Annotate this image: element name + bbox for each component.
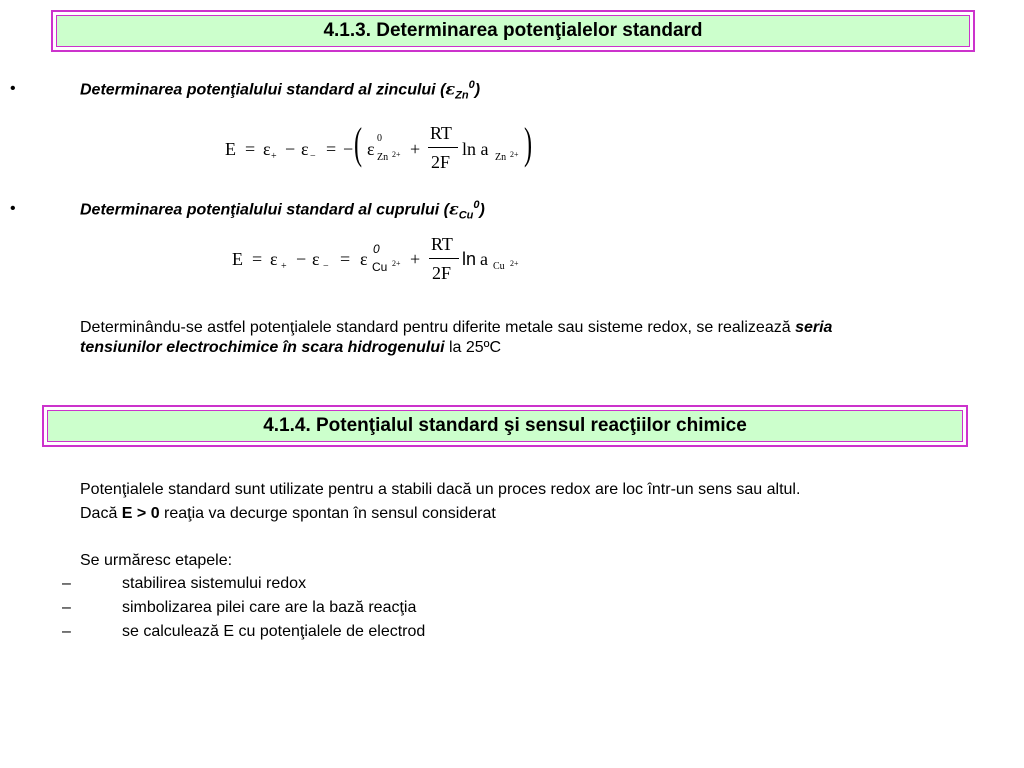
paragraph2-post: reaţia va decurge spontan în sensul considerat bbox=[159, 505, 496, 522]
eq1-equals-1: = bbox=[245, 139, 256, 159]
paragraph1-text: Determinându-se astfel potenţialele standard pentru diferite metale sau sisteme redox, se realizează bbox=[80, 319, 796, 336]
eq1-ln-a: ln a bbox=[462, 139, 489, 159]
eq2-epsilon-plus: ε bbox=[270, 249, 278, 269]
eq2-ion: Cu bbox=[372, 260, 388, 274]
epsilon-symbol: ε bbox=[445, 79, 456, 99]
copper-subheading-text: Determinarea potenţialului standard al cuprului ( bbox=[80, 201, 449, 219]
paragraph-usage-line-2 bbox=[80, 504, 496, 524]
steps-intro: Se urmăresc etapele: bbox=[80, 552, 233, 569]
eq1-fraction-line bbox=[428, 147, 458, 148]
eq2-ion-2: Cu bbox=[493, 261, 505, 272]
eq1-minus: − bbox=[285, 139, 296, 159]
eq2-plus: + bbox=[410, 249, 421, 269]
eq1-charge: 2+ bbox=[392, 150, 401, 159]
bullet: • bbox=[10, 80, 16, 97]
eq2-a: a bbox=[480, 249, 488, 269]
eq1-minus-sub: − bbox=[310, 151, 316, 162]
zinc-sub: Zn bbox=[455, 89, 469, 102]
eq2-charge-2: 2+ bbox=[510, 259, 519, 268]
paragraph1-emphasis-1: seria bbox=[795, 319, 833, 336]
eq2-plus-sub: + bbox=[281, 261, 287, 272]
paragraph1-end: la 25ºC bbox=[444, 339, 502, 356]
eq2-E: E bbox=[232, 249, 243, 269]
eq1-equals-2: = bbox=[326, 139, 337, 159]
eq2-minus: − bbox=[296, 249, 307, 269]
dash-marker: – bbox=[62, 575, 71, 592]
eq2-fraction-line bbox=[429, 258, 459, 259]
step-item: se calculează E cu potenţialele de electrod bbox=[122, 623, 426, 640]
eq2-epsilon-0: ε bbox=[360, 249, 368, 269]
eq2-denominator: 2F bbox=[432, 263, 452, 283]
bullet: • bbox=[10, 200, 16, 217]
eq2-numerator: RT bbox=[431, 234, 453, 254]
eq1-ion-2: Zn bbox=[495, 152, 507, 163]
paragraph1-emphasis-2: tensiunilor electrochimice în scara hidrogenului bbox=[80, 339, 445, 356]
eq2-minus-sub: − bbox=[323, 261, 329, 272]
zinc-close: ) bbox=[474, 81, 481, 99]
section-header-2-title: 4.1.4. Potenţialul standard şi sensul reacţiilor chimice bbox=[47, 410, 963, 442]
eq1-zero: 0 bbox=[377, 133, 382, 144]
eq1-epsilon-0: ε bbox=[367, 139, 375, 159]
copper-subheading bbox=[80, 199, 485, 222]
eq1-numerator: RT bbox=[430, 123, 452, 143]
zinc-sup: 0 bbox=[468, 79, 475, 91]
eq1-ion: Zn bbox=[377, 152, 389, 163]
eq1-left-paren: ( bbox=[354, 119, 363, 168]
eq1-charge-2: 2+ bbox=[510, 150, 519, 159]
step-item: stabilirea sistemului redox bbox=[122, 575, 307, 592]
dash-marker: – bbox=[62, 623, 71, 640]
eq2-ln: ln bbox=[462, 249, 477, 269]
eq1-E: E bbox=[225, 139, 236, 159]
eq2-equals-2: = bbox=[340, 249, 351, 269]
section-header-1 bbox=[51, 10, 975, 52]
eq1-denominator: 2F bbox=[431, 152, 451, 172]
section-header-1-title: 4.1.3. Determinarea potenţialelor standard bbox=[56, 15, 970, 47]
eq1-epsilon-plus: ε bbox=[263, 139, 271, 159]
step-item: simbolizarea pilei care are la bază reacţia bbox=[122, 599, 417, 616]
section-header-2 bbox=[42, 405, 968, 447]
dash-marker: – bbox=[62, 599, 71, 616]
eq1-right-paren: ) bbox=[524, 119, 533, 168]
eq1-plus: + bbox=[410, 139, 421, 159]
eq2-epsilon-minus: ε bbox=[312, 249, 320, 269]
paragraph2-pre: Dacă bbox=[80, 505, 122, 522]
zinc-subheading-text: Determinarea potenţialului standard al zincului ( bbox=[80, 81, 446, 99]
copper-sup: 0 bbox=[473, 199, 480, 211]
zinc-subheading bbox=[80, 79, 480, 102]
eq2-equals-1: = bbox=[252, 249, 263, 269]
paragraph-standard-series bbox=[80, 318, 1020, 358]
eq2-charge: 2+ bbox=[392, 259, 401, 268]
copper-sub: Cu bbox=[458, 209, 474, 222]
eq1-epsilon-minus: ε bbox=[301, 139, 309, 159]
eq1-negative: − bbox=[343, 139, 354, 159]
eq2-zero: 0 bbox=[373, 242, 380, 256]
paragraph-usage-line-1: Potenţialele standard sunt utilizate pentru a stabili dacă un proces redox are loc într-un sens sau altul. bbox=[80, 481, 801, 498]
eq1-plus-sub: + bbox=[271, 151, 277, 162]
epsilon-symbol: ε bbox=[448, 199, 459, 219]
copper-close: ) bbox=[479, 201, 485, 219]
paragraph2-condition: E > 0 bbox=[121, 505, 160, 522]
